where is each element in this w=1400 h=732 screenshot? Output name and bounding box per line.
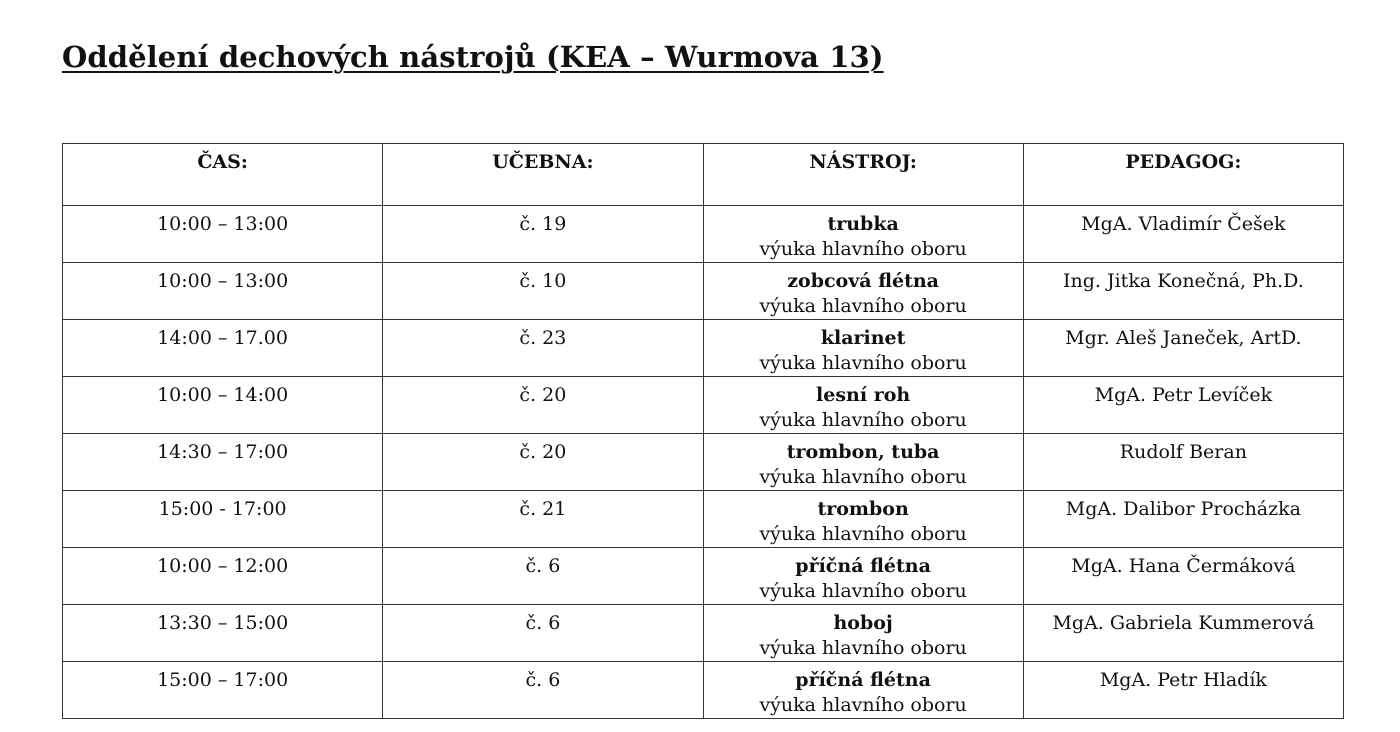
teacher-cell: MgA. Hana Čermáková [1023, 548, 1343, 605]
lesson-type: výuka hlavního oboru [759, 580, 967, 602]
instrument-name: trombon [817, 498, 909, 520]
table-row [63, 662, 1344, 719]
instrument-name: zobcová flétna [787, 270, 939, 292]
table-row [63, 320, 1344, 377]
instrument-name: příčná flétna [795, 669, 931, 691]
instrument-name: hoboj [833, 612, 893, 634]
schedule-table [62, 143, 1344, 719]
table-header-row [63, 144, 1344, 206]
lesson-type: výuka hlavního oboru [759, 409, 967, 431]
table-row [63, 206, 1344, 263]
instrument-name: trombon, tuba [786, 441, 940, 463]
time-cell: 14:00 – 17.00 [63, 320, 383, 377]
room-cell: č. 10 [383, 263, 703, 320]
lesson-type: výuka hlavního oboru [759, 352, 967, 374]
instrument-cell [703, 206, 1023, 263]
time-cell: 10:00 – 14:00 [63, 377, 383, 434]
room-cell: č. 21 [383, 491, 703, 548]
instrument-cell [703, 377, 1023, 434]
lesson-type: výuka hlavního oboru [759, 523, 967, 545]
table-row [63, 605, 1344, 662]
time-cell: 10:00 – 13:00 [63, 206, 383, 263]
table-row [63, 434, 1344, 491]
room-cell: č. 20 [383, 434, 703, 491]
room-cell: č. 23 [383, 320, 703, 377]
instrument-cell [703, 263, 1023, 320]
header-time: ČAS: [63, 144, 383, 206]
teacher-cell: Ing. Jitka Konečná, Ph.D. [1023, 263, 1343, 320]
instrument-cell [703, 605, 1023, 662]
time-cell: 13:30 – 15:00 [63, 605, 383, 662]
lesson-type: výuka hlavního oboru [759, 238, 967, 260]
instrument-cell [703, 320, 1023, 377]
header-teacher: PEDAGOG: [1023, 144, 1343, 206]
time-cell: 10:00 – 12:00 [63, 548, 383, 605]
room-cell: č. 6 [383, 548, 703, 605]
room-cell: č. 19 [383, 206, 703, 263]
instrument-cell [703, 434, 1023, 491]
instrument-cell [703, 491, 1023, 548]
room-cell: č. 6 [383, 662, 703, 719]
teacher-cell: MgA. Petr Levíček [1023, 377, 1343, 434]
instrument-cell [703, 662, 1023, 719]
room-cell: č. 20 [383, 377, 703, 434]
time-cell: 10:00 – 13:00 [63, 263, 383, 320]
instrument-name: klarinet [820, 327, 906, 349]
room-cell: č. 6 [383, 605, 703, 662]
teacher-cell: MgA. Petr Hladík [1023, 662, 1343, 719]
lesson-type: výuka hlavního oboru [759, 466, 967, 488]
instrument-name: lesní roh [816, 384, 911, 406]
teacher-cell: MgA. Vladimír Češek [1023, 206, 1343, 263]
teacher-cell: MgA. Gabriela Kummerová [1023, 605, 1343, 662]
lesson-type: výuka hlavního oboru [759, 694, 967, 716]
time-cell: 15:00 - 17:00 [63, 491, 383, 548]
page-title: Oddělení dechových nástrojů (KEA – Wurmova 13) [62, 40, 884, 74]
instrument-name: příčná flétna [795, 555, 931, 577]
lesson-type: výuka hlavního oboru [759, 637, 967, 659]
time-cell: 15:00 – 17:00 [63, 662, 383, 719]
lesson-type: výuka hlavního oboru [759, 295, 967, 317]
header-instrument: NÁSTROJ: [703, 144, 1023, 206]
table-row [63, 263, 1344, 320]
table-row [63, 377, 1344, 434]
teacher-cell: Rudolf Beran [1023, 434, 1343, 491]
teacher-cell: Mgr. Aleš Janeček, ArtD. [1023, 320, 1343, 377]
instrument-cell [703, 548, 1023, 605]
header-room: UČEBNA: [383, 144, 703, 206]
teacher-cell: MgA. Dalibor Procházka [1023, 491, 1343, 548]
instrument-name: trubka [827, 213, 899, 235]
table-row [63, 491, 1344, 548]
table-row [63, 548, 1344, 605]
time-cell: 14:30 – 17:00 [63, 434, 383, 491]
